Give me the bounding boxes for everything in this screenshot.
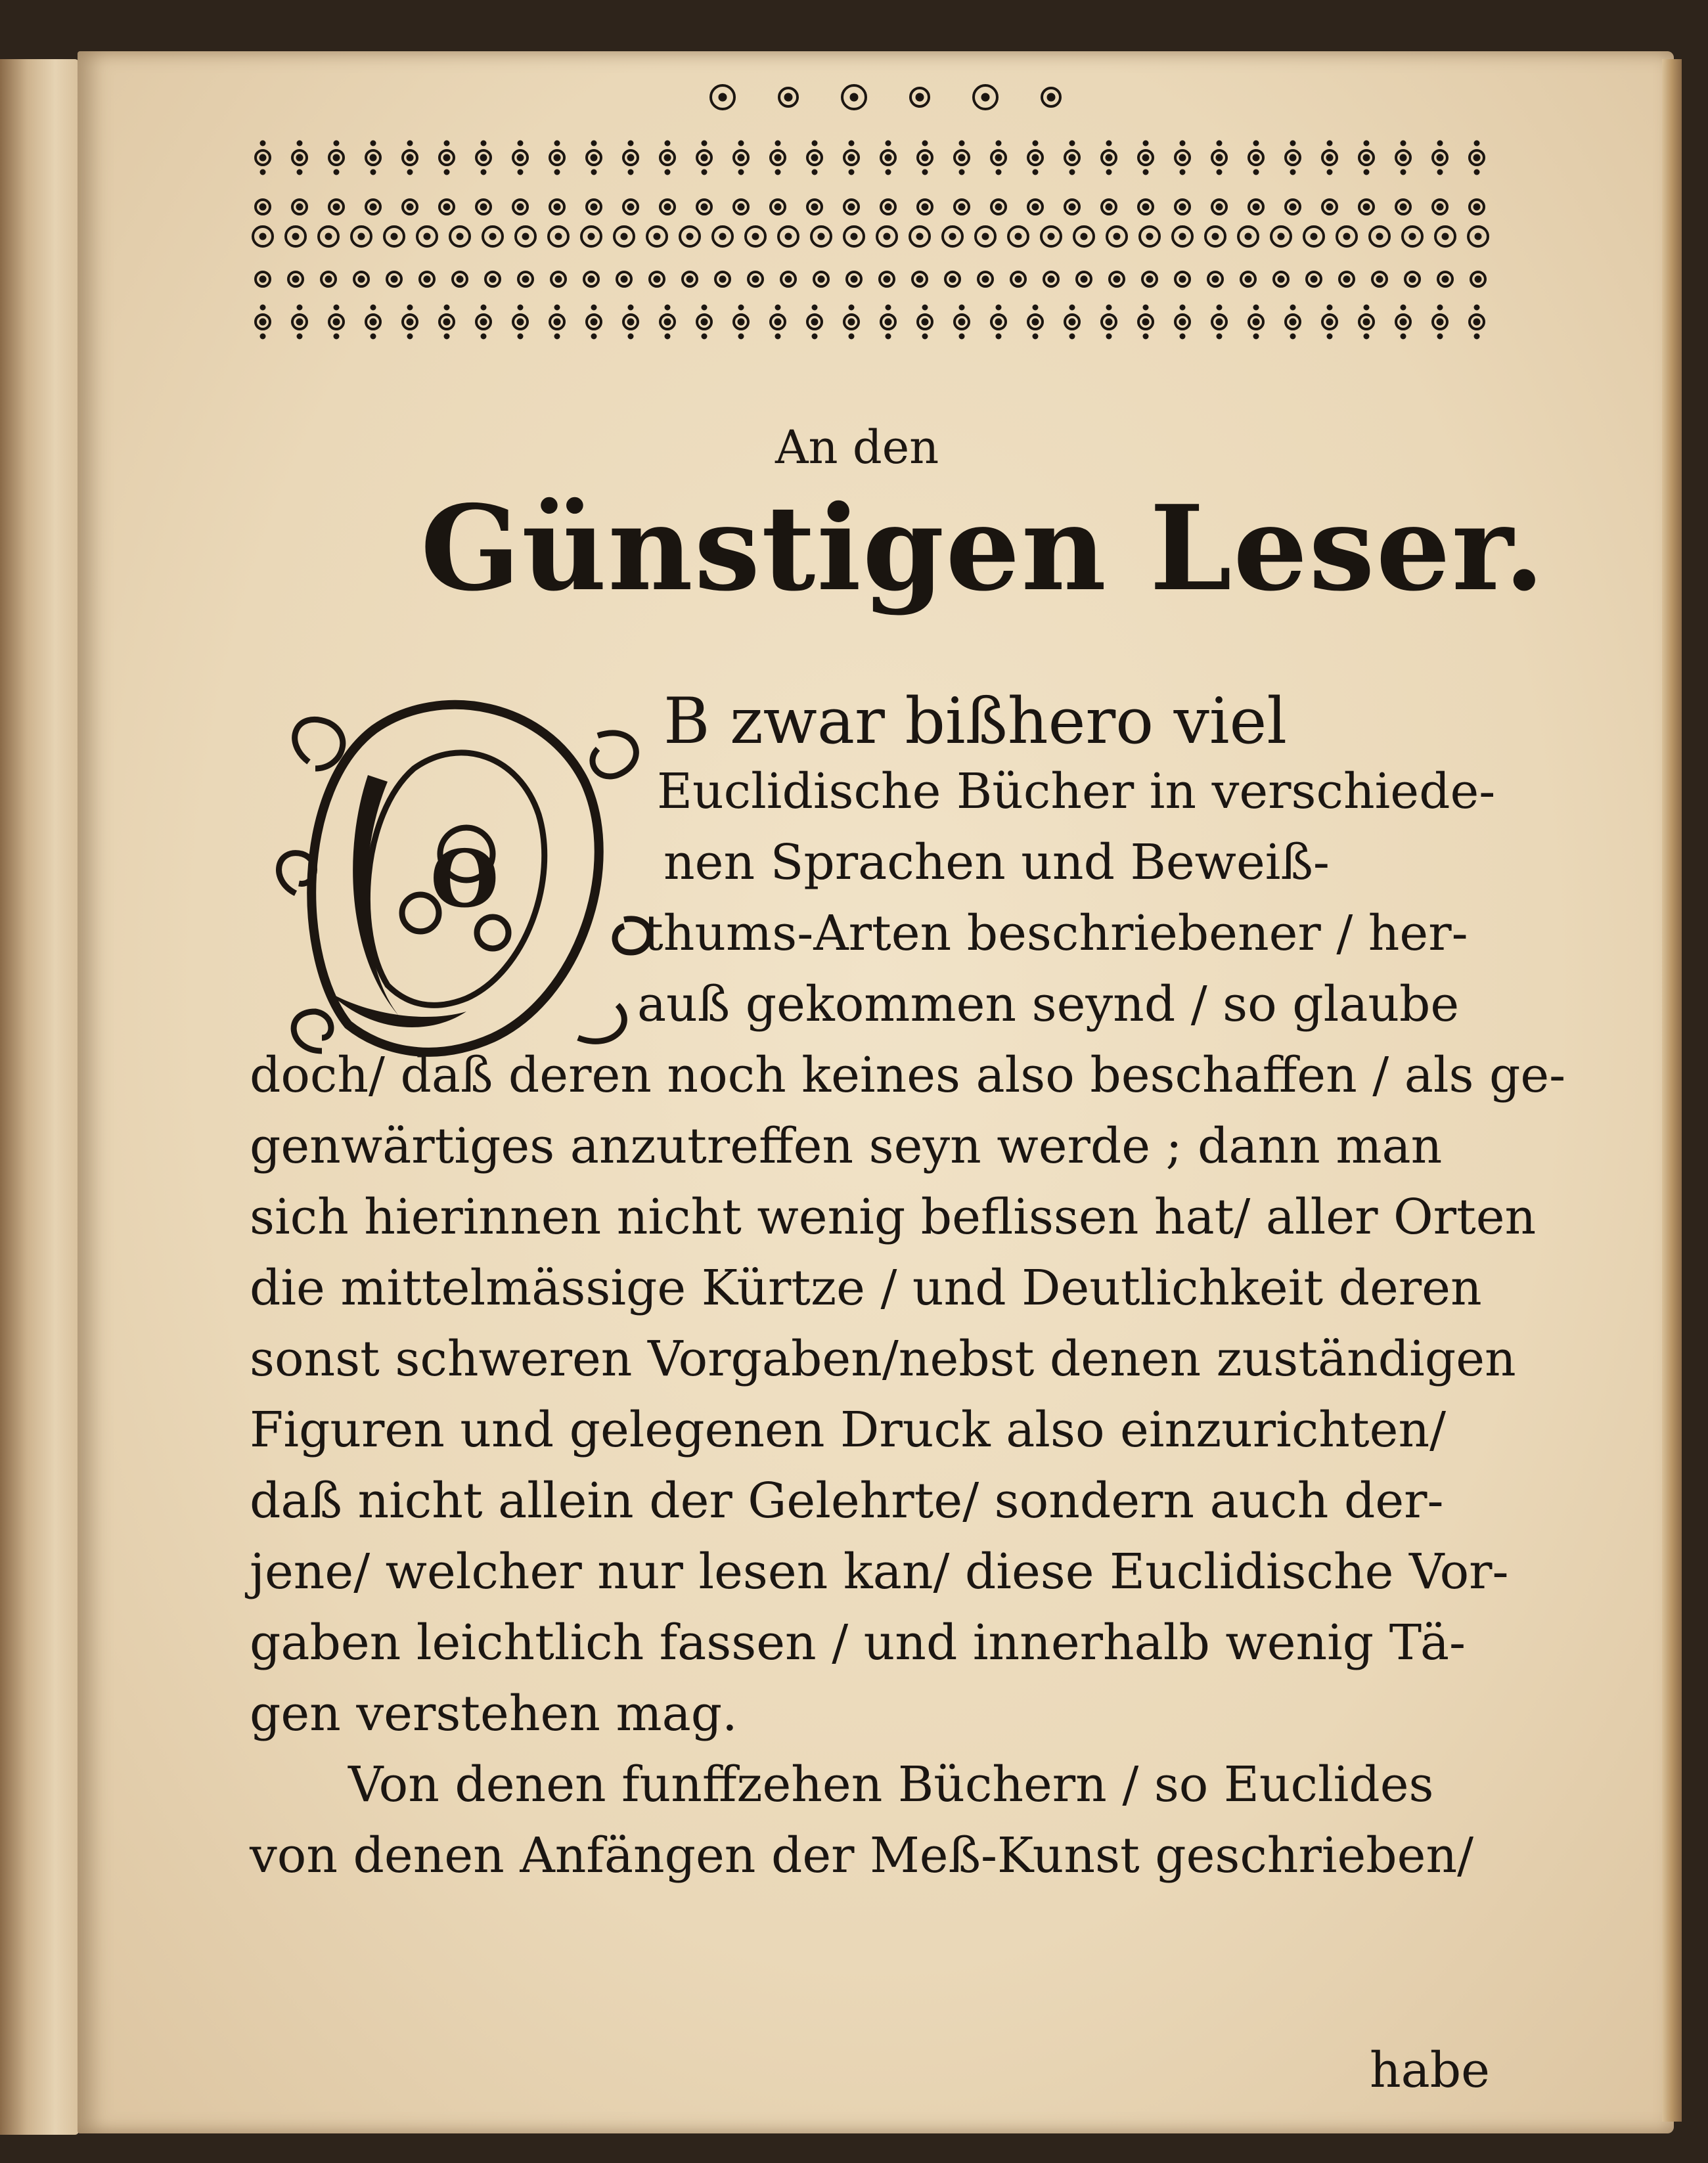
heading-guenstigen-leser: Günstigen Leser.	[420, 479, 1546, 617]
body-line: sonst schweren Vorgaben/nebst denen zuständigen	[250, 1331, 1516, 1387]
body-line: nen Sprachen und Beweiß-	[663, 834, 1330, 891]
ornamental-headpiece	[0, 0, 1708, 394]
body-line: auß gekommen seynd / so glaube	[637, 976, 1460, 1033]
body-line: Euclidische Bücher in verschiede-	[657, 763, 1496, 820]
body-line: sich hierinnen nicht wenig beflissen hat/ aller Orten	[250, 1189, 1537, 1245]
body-line: von denen Anfängen der Meß-Kunst geschrieben/	[250, 1827, 1474, 1884]
body-line: die mittelmässige Kürtze / und Deutlichkeit deren	[250, 1260, 1482, 1316]
body-line: jene/ welcher nur lesen kan/ diese Euclidische Vor-	[250, 1544, 1509, 1600]
body-line: gaben leichtlich fassen / und innerhalb wenig Tä-	[250, 1615, 1466, 1671]
body-line: B zwar bißhero viel	[663, 684, 1288, 758]
body-line: doch/ daß deren noch keines also beschaffen / als ge-	[250, 1047, 1566, 1104]
body-line: thums-Arten beschriebener / her-	[644, 905, 1468, 962]
body-line: genwärtiges anzutreffen seyn werde ; dann man	[250, 1118, 1443, 1174]
body-line: daß nicht allein der Gelehrte/ sondern auch der-	[250, 1473, 1444, 1529]
body-line: gen verstehen mag.	[250, 1685, 738, 1742]
initial-letter-text: O	[430, 833, 499, 925]
decorated-initial-o	[269, 683, 657, 1071]
body-line: Figuren und gelegenen Druck also einzurichten/	[250, 1402, 1447, 1458]
heading-an-den: An den	[775, 420, 939, 474]
catchword: habe	[1370, 2042, 1490, 2099]
body-line: Von denen funffzehen Büchern / so Euclides	[348, 1756, 1434, 1813]
